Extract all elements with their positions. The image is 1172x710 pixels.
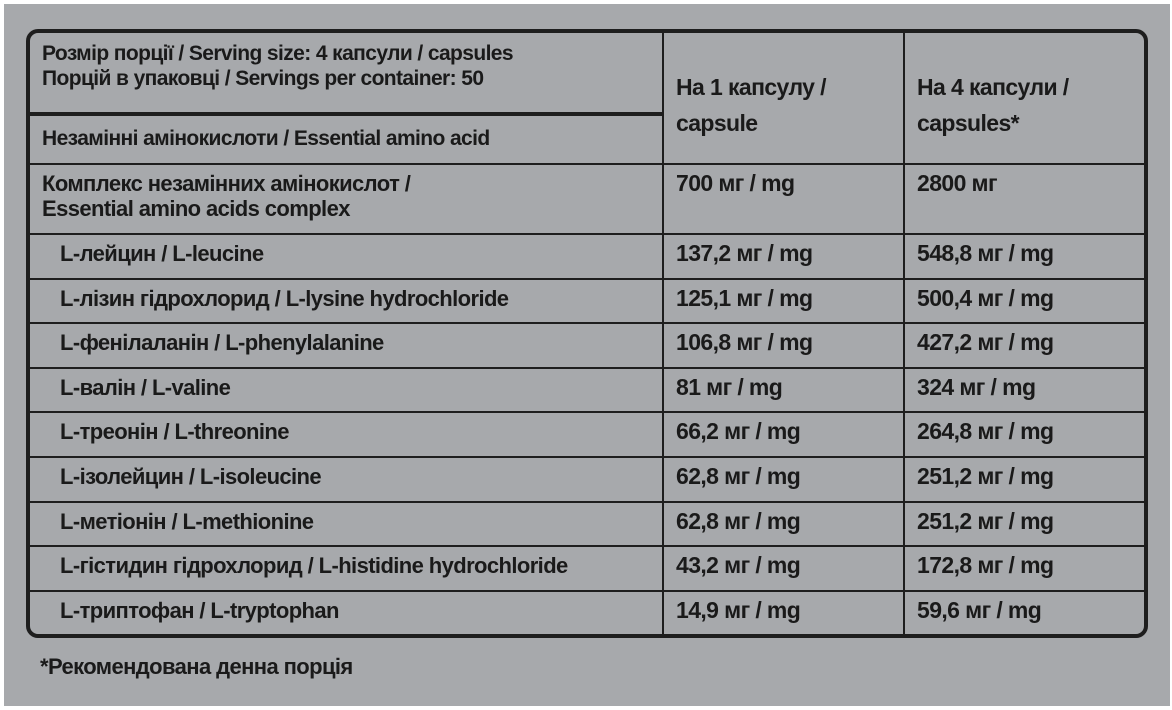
- amino-per-capsule: 66,2 мг / mg: [663, 412, 904, 457]
- serving-size-text: Розмір порції / Serving size: 4 капсули / capsules: [42, 42, 513, 65]
- amino-per-4-capsules: 59,6 мг / mg: [904, 591, 1144, 634]
- per-capsule-header-line2: capsule: [676, 110, 758, 136]
- table-row: [30, 502, 1144, 547]
- complex-per-4-capsules: 2800 мг: [904, 164, 1144, 234]
- amino-per-4-capsules: 427,2 мг / mg: [904, 323, 1144, 368]
- amino-name: L-триптофан / L-tryptophan: [30, 591, 663, 634]
- amino-per-capsule: 137,2 мг / mg: [663, 234, 904, 279]
- table-row: [30, 412, 1144, 457]
- amino-name: L-валін / L-valine: [30, 368, 663, 413]
- amino-per-capsule: 81 мг / mg: [663, 368, 904, 413]
- complex-name-cell: [30, 164, 663, 234]
- per-4-capsules-header: [904, 33, 1144, 164]
- table-row: [30, 457, 1144, 502]
- amino-per-4-capsules: 251,2 мг / mg: [904, 457, 1144, 502]
- amino-per-capsule: 43,2 мг / mg: [663, 546, 904, 591]
- amino-per-4-capsules: 264,8 мг / mg: [904, 412, 1144, 457]
- amino-name: L-лізин гідрохлорид / L-lysine hydrochloride: [30, 279, 663, 324]
- amino-per-4-capsules: 251,2 мг / mg: [904, 502, 1144, 547]
- amino-name: L-лейцин / L-leucine: [30, 234, 663, 279]
- amino-per-4-capsules: 500,4 мг / mg: [904, 279, 1144, 324]
- per-4-capsules-header-line2: capsules*: [917, 110, 1019, 136]
- per-4-capsules-header-line1: На 4 капсули /: [917, 74, 1069, 100]
- amino-per-capsule: 14,9 мг / mg: [663, 591, 904, 634]
- amino-per-4-capsules: 324 мг / mg: [904, 368, 1144, 413]
- complex-row: [30, 164, 1144, 234]
- amino-per-4-capsules: 172,8 мг / mg: [904, 546, 1144, 591]
- table-row: [30, 546, 1144, 591]
- table-row: [30, 323, 1144, 368]
- amino-name: L-ізолейцин / L-isoleucine: [30, 457, 663, 502]
- table-row: [30, 234, 1144, 279]
- amino-per-4-capsules: 548,8 мг / mg: [904, 234, 1144, 279]
- amino-name: L-метіонін / L-methionine: [30, 502, 663, 547]
- table-row: [30, 591, 1144, 634]
- amino-name: L-фенілаланін / L-phenylalanine: [30, 323, 663, 368]
- per-capsule-header-line1: На 1 капсулу /: [676, 74, 826, 100]
- table-row: [30, 279, 1144, 324]
- label-panel: [4, 4, 1170, 706]
- amino-name: L-гістидин гідрохлорид / L-histidine hydrochloride: [30, 546, 663, 591]
- nutrition-table: [26, 29, 1148, 638]
- amino-per-capsule: 62,8 мг / mg: [663, 457, 904, 502]
- per-capsule-header: [663, 33, 904, 164]
- amino-per-capsule: 125,1 мг / mg: [663, 279, 904, 324]
- table-row: [30, 368, 1144, 413]
- servings-per-container-text: Порцій в упаковці / Servings per container: 50: [42, 67, 484, 90]
- amino-per-capsule: 62,8 мг / mg: [663, 502, 904, 547]
- complex-name-line1: Комплекс незамінних амінокислот /: [42, 171, 411, 196]
- footnote: *Рекомендована денна порція: [40, 654, 353, 679]
- essential-amino-acid-label: Незамінні амінокислоти / Essential amino acid: [30, 114, 663, 164]
- complex-name-line2: Essential amino acids complex: [42, 196, 350, 221]
- serving-info-cell: [30, 33, 663, 114]
- header-row: [30, 33, 1144, 114]
- amino-name: L-треонін / L-threonine: [30, 412, 663, 457]
- complex-per-capsule: 700 мг / mg: [663, 164, 904, 234]
- amino-per-capsule: 106,8 мг / mg: [663, 323, 904, 368]
